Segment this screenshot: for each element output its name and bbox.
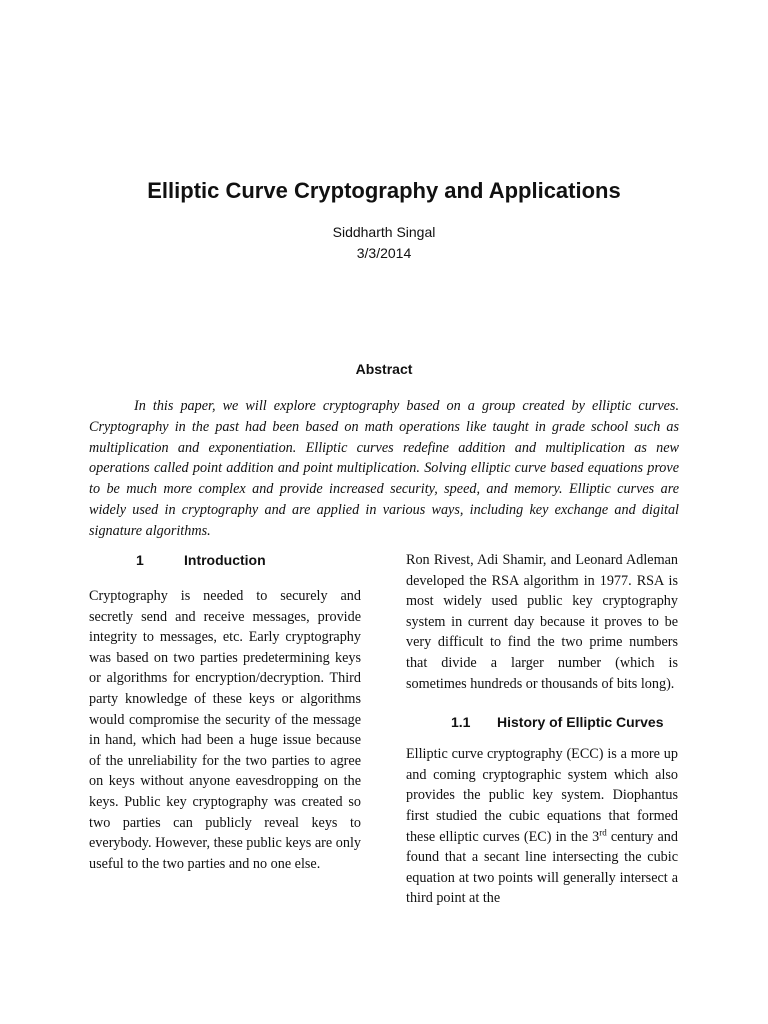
introduction-paragraph: Cryptography is needed to securely and secretly send and receive messages, provide integrity to messages, etc. Early cryptography was based on two parties predetermining keys or algorithms for encryption/decryption. Third party knowledge of these keys or algorithms would compromise the security of the message in hand, which had been a huge issue because of the unreliability for the two parties to agree on keys without anyone eavesdropping on the keys. Public key cryptography was created so two parties can publicly reveal keys to everybody. However, these public keys are only useful to the two parties and no one else. xyxy=(89,588,361,872)
subsection-number: 1.1 xyxy=(451,714,471,731)
subsection-title: History of Elliptic Curves xyxy=(497,714,664,731)
abstract-text: In this paper, we will explore cryptography based on a group created by elliptic curves. Cryptography in the past had been based on math operations like taught in grade school such as multiplication and exponentiation. Elliptic curves redefine addition and multiplication as new operations called point addition and point multiplication. Solving elliptic curve based equations prove to be much more complex and provide increased security, speed, and memory. Elliptic curves are widely used in cryptography and are applied in various ways, including key exchange and digital signature algorithms. xyxy=(89,398,679,539)
section-heading-introduction xyxy=(89,550,361,570)
section-number: 1 xyxy=(136,552,144,568)
section-title: Introduction xyxy=(184,552,266,568)
section-heading-history xyxy=(406,712,678,732)
paper-date: 3/3/2014 xyxy=(356,245,412,261)
left-column xyxy=(89,550,361,874)
paper-title: Elliptic Curve Cryptography and Applications xyxy=(147,178,621,203)
history-text-end: century and found that a secant line intersecting the cubic equation at two points will generally intersect a third point at the xyxy=(406,828,678,907)
abstract-heading: Abstract xyxy=(355,361,413,377)
ordinal-superscript: rd xyxy=(599,826,607,837)
right-column xyxy=(406,550,678,909)
history-paragraph xyxy=(406,744,678,909)
author-name: Siddharth Singal xyxy=(332,224,436,240)
rsa-paragraph: Ron Rivest, Adi Shamir, and Leonard Adleman developed the RSA algorithm in 1977. RSA is most widely used public key cryptography system in current day because it proves to be very difficult to find the two prime numbers that divide a larger number (which is sometimes hundreds or thousands of bits long). xyxy=(406,552,678,692)
history-text-start: Elliptic curve cryptography (ECC) is a more up and coming cryptographic system which also provides the public key system. Diophantus first studied the cubic equations that formed these elliptic curves (EC) in the 3 xyxy=(406,746,678,845)
